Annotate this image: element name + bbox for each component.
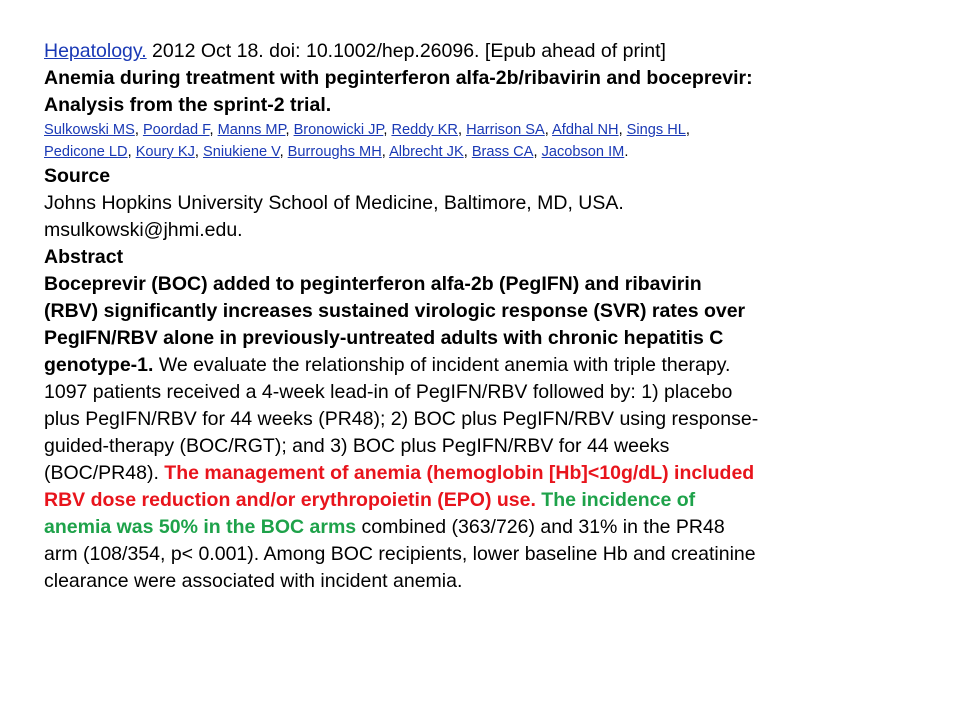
author-link[interactable]: Pedicone LD xyxy=(44,144,128,160)
highlight-red-text: RBV dose reduction and/or erythropoietin (EPO) use. xyxy=(44,489,536,511)
source-email: msulkowski@jhmi.edu. xyxy=(44,219,243,241)
abstract-bold-text: genotype-1. xyxy=(44,354,154,376)
abstract-line: guided-therapy (BOC/RGT); and 3) BOC plus PegIFN/RBV for 44 weeks xyxy=(44,435,670,457)
abstract-text: combined (363/726) and 31% in the PR48 xyxy=(356,516,725,538)
separator: , xyxy=(381,144,390,160)
author-link[interactable]: Sings HL xyxy=(626,122,686,138)
separator: , xyxy=(194,144,204,160)
separator: , xyxy=(463,144,472,160)
abstract-line: Boceprevir (BOC) added to peginterferon alfa-2b (PegIFN) and ribavirin xyxy=(44,273,702,295)
source-heading: Source xyxy=(44,165,111,187)
source-affiliation: Johns Hopkins University School of Medicine, Baltimore, MD, USA. xyxy=(44,192,624,214)
separator: , xyxy=(383,122,392,138)
author-link[interactable]: Brass CA xyxy=(471,144,534,160)
separator: , xyxy=(209,122,218,138)
separator: , xyxy=(127,144,136,160)
separator: . xyxy=(624,144,629,160)
abstract-line xyxy=(44,352,924,379)
article-title-line-1: Anemia during treatment with peginterferon alfa-2b/ribavirin and boceprevir: xyxy=(44,67,753,89)
citation-line xyxy=(44,38,924,65)
author-link[interactable]: Sniukiene V xyxy=(203,144,280,160)
abstract-line: 1097 patients received a 4-week lead-in of PegIFN/RBV followed by: 1) placebo xyxy=(44,381,733,403)
abstract-line xyxy=(44,514,924,541)
author-link[interactable]: Albrecht JK xyxy=(389,144,464,160)
abstract-heading: Abstract xyxy=(44,246,124,268)
separator: , xyxy=(134,122,143,138)
abstract-text: We evaluate the relationship of incident anemia with triple therapy. xyxy=(153,354,731,376)
journal-link[interactable]: Hepatology. xyxy=(44,40,147,62)
separator: , xyxy=(457,122,467,138)
abstract-line xyxy=(44,460,924,487)
separator: , xyxy=(279,144,288,160)
author-link[interactable]: Afdhal NH xyxy=(552,122,619,138)
separator: , xyxy=(285,122,294,138)
author-link[interactable]: Sulkowski MS xyxy=(44,122,135,138)
abstract-line xyxy=(44,487,924,514)
abstract-line: plus PegIFN/RBV for 44 weeks (PR48); 2) BOC plus PegIFN/RBV using response- xyxy=(44,408,759,430)
abstract-line: clearance were associated with incident anemia. xyxy=(44,570,463,592)
author-link[interactable]: Harrison SA xyxy=(466,122,545,138)
author-link[interactable]: Bronowicki JP xyxy=(293,122,384,138)
separator: , xyxy=(685,122,690,138)
author-link[interactable]: Burroughs MH xyxy=(287,144,382,160)
separator: , xyxy=(618,122,627,138)
abstract-document xyxy=(44,38,924,595)
author-link[interactable]: Manns MP xyxy=(217,122,286,138)
separator: , xyxy=(544,122,553,138)
author-link[interactable]: Jacobson IM xyxy=(541,144,625,160)
abstract-line: arm (108/354, p< 0.001). Among BOC recipients, lower baseline Hb and creatinine xyxy=(44,543,756,565)
author-link[interactable]: Reddy KR xyxy=(391,122,458,138)
abstract-text: (BOC/PR48). xyxy=(44,462,165,484)
abstract-line: (RBV) significantly increases sustained virologic response (SVR) rates over xyxy=(44,300,746,322)
abstract-line: PegIFN/RBV alone in previously-untreated adults with chronic hepatitis C xyxy=(44,327,724,349)
author-list-line-1 xyxy=(44,119,924,141)
author-link[interactable]: Koury KJ xyxy=(135,144,195,160)
article-title-line-2: Analysis from the sprint-2 trial. xyxy=(44,94,332,116)
highlight-green-text: anemia was 50% in the BOC arms xyxy=(44,516,357,538)
highlight-green-text: The incidence of xyxy=(535,489,696,511)
citation-details: 2012 Oct 18. doi: 10.1002/hep.26096. [Epub ahead of print] xyxy=(146,40,666,62)
author-list-line-2 xyxy=(44,141,924,163)
separator: , xyxy=(533,144,542,160)
author-link[interactable]: Poordad F xyxy=(142,122,210,138)
highlight-red-text: The management of anemia (hemoglobin [Hb]<10g/dL) included xyxy=(164,462,755,484)
